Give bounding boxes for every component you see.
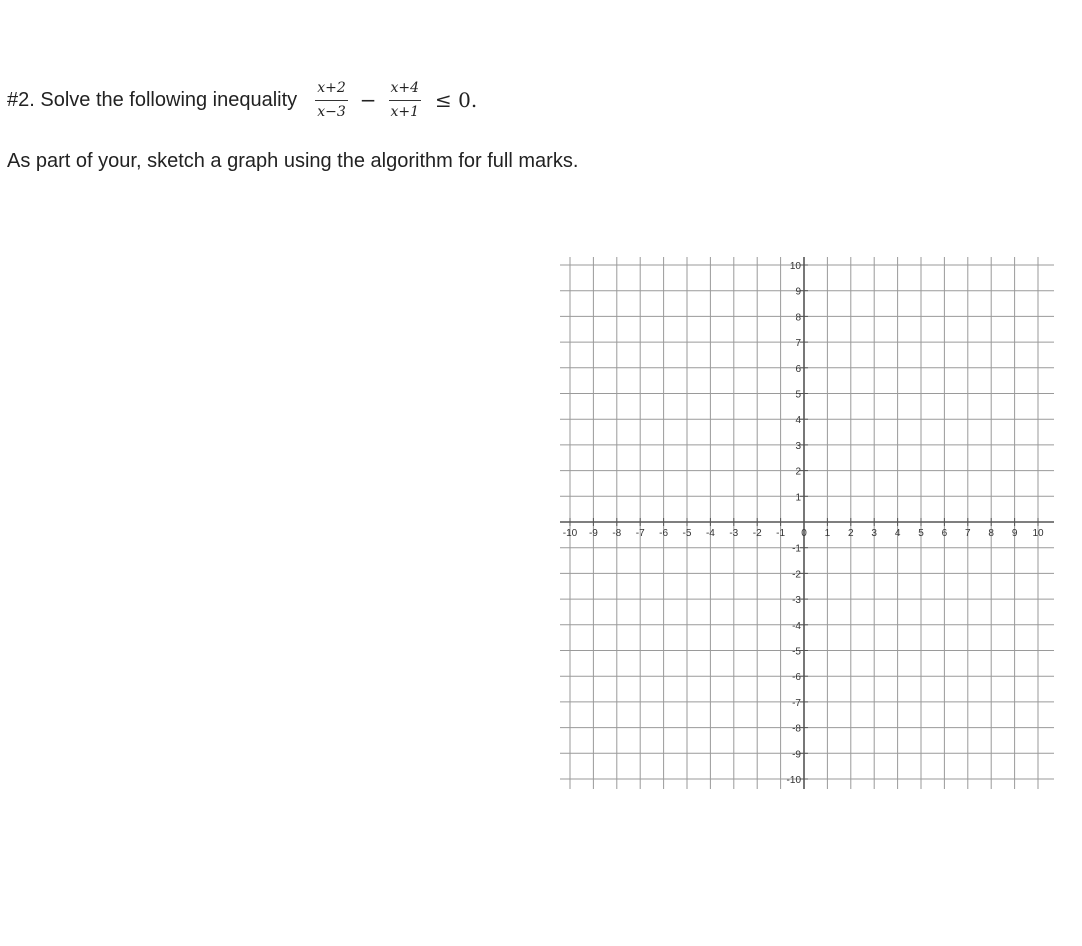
y-tick-label: 6 bbox=[795, 363, 801, 375]
y-tick-label: 8 bbox=[795, 312, 801, 324]
y-tick-label: 7 bbox=[795, 338, 801, 350]
x-tick-label: -5 bbox=[682, 528, 692, 539]
x-tick-label: 2 bbox=[848, 528, 854, 539]
y-tick-label: -10 bbox=[786, 775, 801, 786]
instruction-text: As part of your, sketch a graph using the algorithm for full marks. bbox=[7, 150, 579, 172]
x-tick-label: 6 bbox=[941, 528, 948, 539]
y-tick-label: -8 bbox=[792, 723, 801, 735]
x-tick-label: 3 bbox=[871, 528, 877, 539]
y-tick-label: 3 bbox=[795, 440, 801, 452]
y-tick-label: 9 bbox=[795, 286, 801, 298]
y-tick-label: -5 bbox=[792, 646, 801, 658]
y-tick-label: 2 bbox=[795, 466, 801, 478]
x-tick-label: -8 bbox=[612, 528, 622, 539]
y-tick-label: -2 bbox=[792, 569, 801, 581]
y-tick-label: -9 bbox=[792, 749, 801, 761]
x-tick-label: -4 bbox=[705, 528, 715, 539]
x-tick-label: -6 bbox=[659, 528, 669, 539]
x-tick-label: -7 bbox=[635, 528, 645, 539]
fraction-1 bbox=[315, 80, 348, 121]
x-tick-label: 9 bbox=[1011, 528, 1018, 539]
y-tick-label: -3 bbox=[792, 595, 801, 607]
x-tick-label: -3 bbox=[729, 528, 739, 539]
x-tick-label: 10 bbox=[1032, 528, 1044, 539]
fraction-1-numerator: x+2 bbox=[315, 80, 348, 101]
coordinate-grid bbox=[560, 240, 1065, 790]
x-tick-label: 5 bbox=[918, 528, 924, 539]
question-line bbox=[7, 78, 477, 122]
x-tick-label: 0 bbox=[801, 528, 807, 539]
x-tick-label: 8 bbox=[988, 528, 994, 539]
y-tick-label: 5 bbox=[795, 389, 801, 401]
x-tick-label: -10 bbox=[562, 528, 578, 539]
x-tick-label: -1 bbox=[776, 528, 786, 539]
minus-operator: − bbox=[359, 88, 377, 112]
y-tick-label: 1 bbox=[795, 492, 801, 504]
y-tick-label: -7 bbox=[792, 697, 801, 709]
x-tick-label: 4 bbox=[894, 528, 901, 539]
inequality-relation: ≤ 0. bbox=[435, 88, 478, 112]
question-text: #2. Solve the following inequality bbox=[7, 88, 298, 111]
fraction-2-numerator: x+4 bbox=[389, 80, 422, 101]
y-tick-label: 4 bbox=[795, 415, 801, 427]
y-tick-label: -1 bbox=[792, 543, 801, 555]
fraction-2-denominator: x+1 bbox=[390, 103, 420, 120]
x-tick-label: -2 bbox=[752, 528, 762, 539]
x-tick-label: 1 bbox=[824, 528, 831, 539]
x-tick-label: 7 bbox=[965, 528, 971, 539]
fraction-2 bbox=[389, 80, 422, 121]
fraction-1-denominator: x−3 bbox=[317, 103, 346, 120]
x-tick-label: -9 bbox=[588, 528, 598, 539]
y-tick-label: -6 bbox=[792, 672, 801, 684]
y-tick-label: 10 bbox=[789, 261, 801, 272]
y-tick-label: -4 bbox=[792, 620, 801, 632]
